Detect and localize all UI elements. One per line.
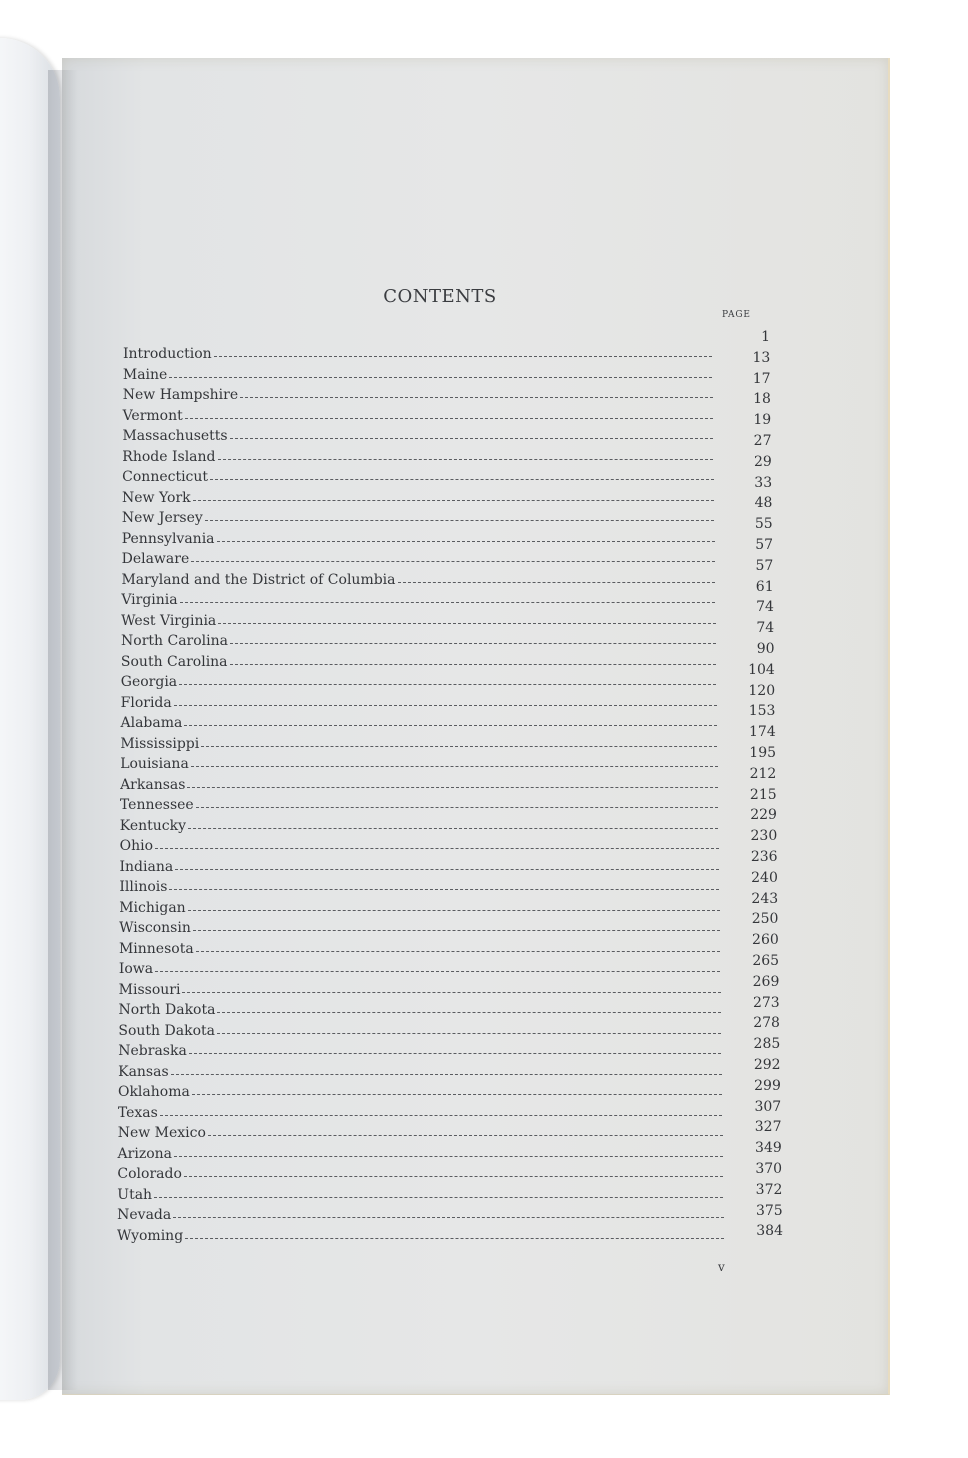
toc-entry — [120, 713, 717, 733]
toc-entry-page: 292 — [753, 1057, 781, 1073]
toc-entry-page: 29 — [753, 453, 772, 470]
toc-entry-name: Georgia — [120, 674, 178, 690]
dot-leader — [193, 930, 720, 931]
dot-leader — [230, 664, 717, 665]
toc-entry — [119, 1000, 721, 1020]
toc-entry-page: 349 — [755, 1140, 782, 1157]
toc-entry-name: Tennessee — [119, 797, 194, 813]
dot-leader — [218, 459, 714, 460]
toc-entry-name: Vermont — [122, 407, 183, 424]
dot-leader — [191, 561, 715, 562]
dot-leader — [180, 602, 716, 603]
dot-leader — [174, 1156, 723, 1157]
page-column-heading: PAGE — [722, 310, 751, 320]
toc-entry-page: 243 — [751, 890, 779, 907]
toc-entry-page: 265 — [752, 953, 780, 969]
toc-entry-name: Wyoming — [117, 1227, 184, 1244]
toc-entry-page: 55 — [754, 516, 773, 533]
toc-entry-name: West Virginia — [121, 612, 217, 629]
dot-leader — [196, 807, 718, 808]
toc-entry-page: 278 — [753, 1015, 780, 1032]
toc-entry-page: 236 — [750, 849, 778, 865]
dot-leader — [210, 479, 714, 480]
toc-entry-name: New Hampshire — [122, 387, 239, 403]
toc-entry-name: Kentucky — [119, 817, 187, 834]
toc-entry — [121, 631, 716, 651]
dot-leader — [218, 623, 715, 624]
dot-leader — [169, 889, 719, 890]
toc-entry — [119, 959, 721, 979]
toc-entry-name: Michigan — [119, 899, 186, 916]
dot-leader — [217, 541, 715, 542]
toc-entry-name: North Carolina — [121, 633, 228, 649]
dot-leader — [154, 1197, 723, 1198]
dot-leader — [188, 828, 718, 829]
toc-entry — [123, 406, 713, 426]
toc-entry — [117, 1164, 723, 1184]
toc-entry-page: 1 — [761, 329, 770, 345]
toc-entry — [122, 529, 715, 549]
toc-entry-name: Maryland and the District of Columbia — [121, 571, 396, 588]
dot-leader — [155, 848, 719, 849]
toc-entry-name: Wisconsin — [119, 920, 191, 936]
toc-entry — [121, 590, 715, 610]
toc-entry-name: Oklahoma — [117, 1084, 190, 1100]
toc-entry-page: 230 — [750, 828, 778, 845]
dot-leader — [174, 705, 717, 706]
toc-entry-name: South Dakota — [118, 1022, 215, 1039]
dot-leader — [191, 766, 718, 767]
toc-entry-name: Colorado — [117, 1166, 182, 1182]
toc-entry-name: Nevada — [117, 1207, 172, 1223]
toc-entry — [123, 344, 712, 364]
toc-entry — [120, 754, 717, 774]
dot-leader — [189, 1053, 722, 1054]
dot-leader — [185, 418, 713, 419]
toc-entry-name: Indiana — [119, 858, 174, 875]
toc-entry — [120, 734, 717, 754]
dot-leader — [201, 746, 717, 747]
toc-entry-name: New York — [122, 489, 191, 506]
toc-entry — [123, 365, 712, 385]
dot-leader — [217, 1012, 720, 1013]
toc-entry-name: Alabama — [120, 715, 183, 731]
dot-leader — [155, 971, 720, 972]
toc-entry-page: 17 — [752, 370, 771, 387]
toc-entry-page: 153 — [748, 703, 776, 720]
toc-entry — [118, 1021, 721, 1041]
toc-entry-page: 33 — [754, 474, 773, 491]
toc-entry — [120, 836, 719, 856]
toc-entry-name: Texas — [117, 1104, 158, 1121]
toc-entry — [121, 570, 715, 590]
toc-entry — [118, 1123, 723, 1143]
toc-entry — [118, 1041, 721, 1061]
toc-entry-page: 285 — [753, 1036, 781, 1053]
toc-entry — [119, 898, 719, 918]
toc-entry — [122, 488, 714, 508]
toc-entry-page: 74 — [756, 599, 774, 616]
toc-entry-name: Introduction — [123, 346, 212, 362]
dot-leader — [179, 684, 716, 685]
toc-entry — [118, 1144, 723, 1164]
dot-leader — [208, 1135, 723, 1136]
toc-entry-name: Connecticut — [122, 469, 209, 485]
toc-entry-page: 372 — [755, 1181, 783, 1198]
toc-entry-page: 61 — [755, 578, 774, 595]
toc-entry-name: Arizona — [117, 1145, 172, 1162]
toc-entry-page: 74 — [756, 620, 775, 637]
toc-entry-page: 48 — [754, 495, 773, 512]
toc-entry-name: Ohio — [119, 838, 154, 854]
toc-entry — [120, 816, 719, 836]
toc-entry-page: 240 — [751, 869, 778, 886]
toc-entry-page: 215 — [749, 786, 777, 803]
toc-entry-page: 27 — [753, 433, 772, 449]
toc-entry-page: 327 — [754, 1119, 782, 1136]
toc-entry-page: 250 — [751, 911, 779, 928]
toc-entry — [119, 939, 720, 959]
dot-leader — [182, 992, 720, 993]
toc-entry-name: Virginia — [121, 592, 178, 608]
toc-entry-name: Maine — [122, 366, 168, 383]
toc-entry-page: 174 — [749, 724, 776, 741]
dot-leader — [230, 643, 716, 644]
toc-entry-page: 57 — [755, 557, 774, 574]
toc-entry-name: Louisiana — [120, 756, 189, 772]
dot-leader — [217, 1033, 721, 1034]
toc-entry — [118, 1103, 722, 1123]
toc-entry-name: Illinois — [119, 879, 168, 895]
dot-leader — [196, 951, 720, 952]
dot-leader — [192, 1094, 722, 1095]
toc-entry — [121, 652, 716, 672]
dot-leader — [184, 725, 717, 726]
toc-entry-page: 269 — [752, 973, 780, 990]
toc-entry-name: Iowa — [118, 961, 154, 977]
toc-entry-page: 18 — [753, 391, 771, 408]
toc-entry-name: North Dakota — [118, 1002, 216, 1018]
toc-entry-page: 273 — [752, 994, 780, 1011]
toc-entry-page: 307 — [754, 1098, 782, 1115]
toc-entry — [118, 1082, 722, 1102]
toc-entry-name: Minnesota — [118, 940, 194, 957]
toc-entry — [120, 857, 719, 877]
dot-leader — [169, 377, 712, 378]
toc-entry-page: 370 — [755, 1161, 783, 1177]
toc-entry-page: 195 — [749, 745, 777, 761]
toc-entry-name: New Jersey — [121, 510, 203, 526]
toc-entry-name: Missouri — [118, 981, 181, 998]
toc-entry — [120, 795, 718, 815]
toc-entry-page: 19 — [753, 412, 772, 429]
toc-entry-name: South Carolina — [120, 653, 228, 670]
toc-entry-name: Nebraska — [118, 1043, 187, 1059]
toc-entry-page: 90 — [756, 641, 775, 657]
dot-leader — [175, 869, 719, 870]
toc-entry — [118, 1062, 722, 1082]
contents-title: CONTENTS — [383, 286, 497, 307]
dot-leader — [160, 1115, 723, 1116]
toc-entry-page: 299 — [754, 1077, 781, 1094]
toc-entry — [117, 1226, 724, 1246]
toc-entry-name: New Mexico — [117, 1125, 206, 1141]
toc-entry-page: 120 — [748, 682, 776, 699]
toc-entry-name: Utah — [117, 1186, 153, 1203]
page-folio: v — [718, 1260, 725, 1274]
toc-entry — [121, 693, 717, 713]
toc-entry-name: Massachusetts — [122, 428, 228, 444]
toc-entry-page: 212 — [749, 765, 777, 782]
dot-leader — [230, 438, 713, 439]
toc-entry — [119, 918, 720, 938]
toc-entry — [122, 549, 715, 569]
toc-entry-page: 375 — [755, 1202, 783, 1219]
dot-leader — [171, 1074, 722, 1075]
toc-entry-page: 384 — [756, 1223, 783, 1240]
toc-entry-page: 104 — [748, 661, 775, 678]
dot-leader — [214, 356, 712, 357]
toc-entry — [122, 508, 714, 528]
toc-entry — [120, 775, 718, 795]
toc-entry-page: 229 — [750, 807, 777, 824]
toc-entry — [117, 1205, 724, 1225]
toc-entry — [123, 385, 713, 405]
dot-leader — [185, 1238, 724, 1239]
toc-entry — [121, 611, 715, 631]
dot-leader — [173, 1217, 723, 1218]
toc-entry — [122, 467, 714, 487]
dot-leader — [205, 520, 714, 521]
toc-entry — [121, 672, 717, 692]
toc-entry-page: 57 — [755, 537, 774, 553]
dot-leader — [187, 787, 717, 788]
toc-entry-name: Rhode Island — [122, 448, 216, 465]
toc-entry — [122, 447, 713, 467]
dot-leader — [398, 582, 716, 583]
toc-entry — [119, 877, 719, 897]
toc-entry-name: Delaware — [121, 551, 190, 567]
toc-entry-name: Arkansas — [120, 776, 186, 793]
toc-entry-name: Florida — [120, 694, 172, 711]
dot-leader — [188, 910, 720, 911]
toc-entry — [122, 426, 713, 446]
dot-leader — [184, 1176, 723, 1177]
toc-entry — [119, 980, 721, 1000]
toc-entry-name: Pennsylvania — [121, 530, 215, 547]
toc-entry-name: Kansas — [118, 1063, 169, 1080]
dot-leader — [193, 500, 714, 501]
toc-entry — [117, 1185, 723, 1205]
toc-entry-page: 13 — [752, 349, 771, 366]
dot-leader — [240, 397, 712, 398]
toc-entry-page: 260 — [752, 932, 779, 949]
toc-entry-name: Mississippi — [120, 735, 200, 752]
